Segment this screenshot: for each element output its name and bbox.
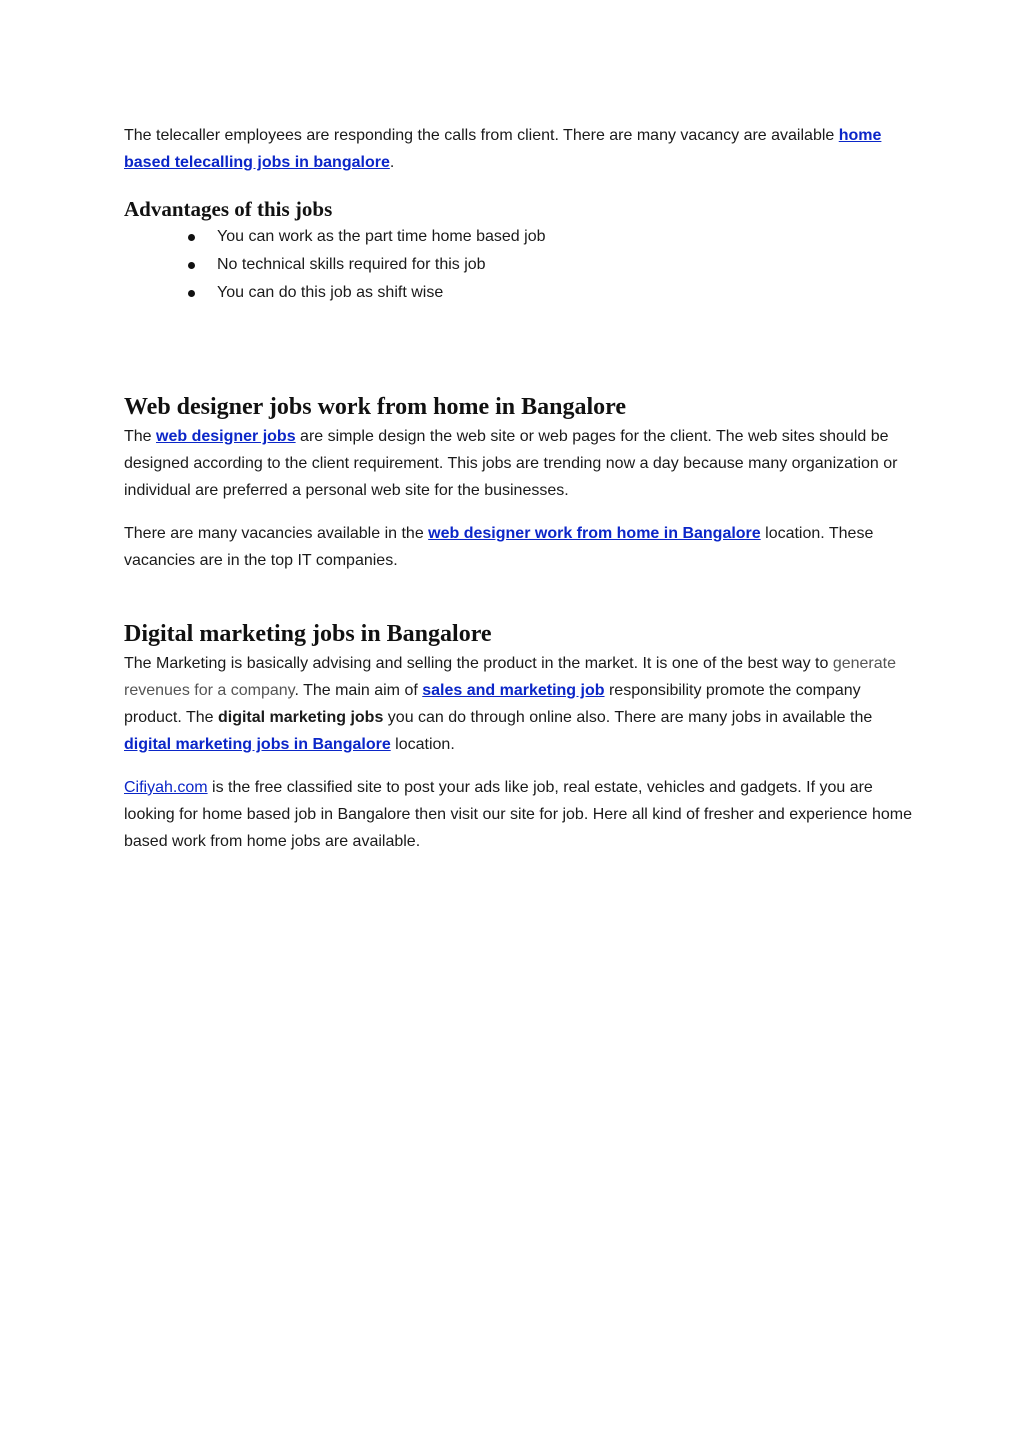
list-item xyxy=(217,279,914,307)
text-span: generate revenues for a company xyxy=(124,655,896,699)
text-span: The Marketing is basically advising and selling the product in the market. It is one of the best way to xyxy=(124,655,833,672)
text-span: is the free classified site to post your ads like job, real estate, vehicles and gadgets. If you are looking for home based job in Bangalore then visit our site for job. Here all kind of fresher and experience home based work from home jobs are available. xyxy=(124,779,913,850)
telecalling-jobs-link[interactable]: home based telecalling jobs in bangalore xyxy=(124,127,882,171)
web-designer-heading: Web designer jobs work from home in Bangalore xyxy=(124,394,627,420)
web-designer-bangalore-link[interactable]: web designer work from home in Bangalore xyxy=(428,525,761,542)
bullet-icon xyxy=(188,262,195,269)
digital-marketing-heading: Digital marketing jobs in Bangalore xyxy=(124,621,492,647)
intro-text: The telecaller employees are responding the calls from client. There are many vacancy are available xyxy=(124,127,839,144)
text-span: . The main aim of xyxy=(294,682,423,699)
bullet-icon xyxy=(188,290,195,297)
document-page xyxy=(124,122,914,855)
text-span: The xyxy=(124,428,157,445)
text-span: responsibility promote the company product. The xyxy=(124,682,861,726)
list-item xyxy=(217,251,914,279)
sales-marketing-job-link[interactable]: sales and marketing job xyxy=(422,682,605,699)
advantages-heading: Advantages of this jobs xyxy=(124,197,333,221)
intro-after: . xyxy=(389,154,395,171)
intro-paragraph xyxy=(124,122,914,176)
text-span: location. xyxy=(390,736,455,753)
text-span: you can do through online also. There are many jobs in available the xyxy=(383,709,873,726)
bold-text: digital marketing jobs xyxy=(217,709,384,726)
web-designer-paragraph-1 xyxy=(124,423,914,504)
advantages-list xyxy=(124,223,914,307)
digital-marketing-paragraph xyxy=(124,650,914,758)
list-item-text: No technical skills required for this job xyxy=(217,256,486,273)
digital-marketing-bangalore-link[interactable]: digital marketing jobs in Bangalore xyxy=(124,736,391,753)
text-span: are simple design the web site or web pages for the client. The web sites should be designed according to the client requirement. This jobs are trending now a day because many organization or individual are preferred a personal web site for the businesses. xyxy=(124,428,898,499)
list-item xyxy=(217,223,914,251)
text-span: There are many vacancies available in the xyxy=(124,525,429,542)
web-designer-paragraph-2 xyxy=(124,520,914,574)
closing-paragraph xyxy=(124,774,914,855)
web-designer-jobs-link[interactable]: web designer jobs xyxy=(156,428,296,445)
list-item-text: You can work as the part time home based job xyxy=(217,228,546,245)
bullet-icon xyxy=(188,234,195,241)
text-span: location. These vacancies are in the top IT companies. xyxy=(124,525,874,569)
cifiyah-link[interactable]: Cifiyah.com xyxy=(124,779,208,796)
list-item-text: You can do this job as shift wise xyxy=(217,284,444,301)
